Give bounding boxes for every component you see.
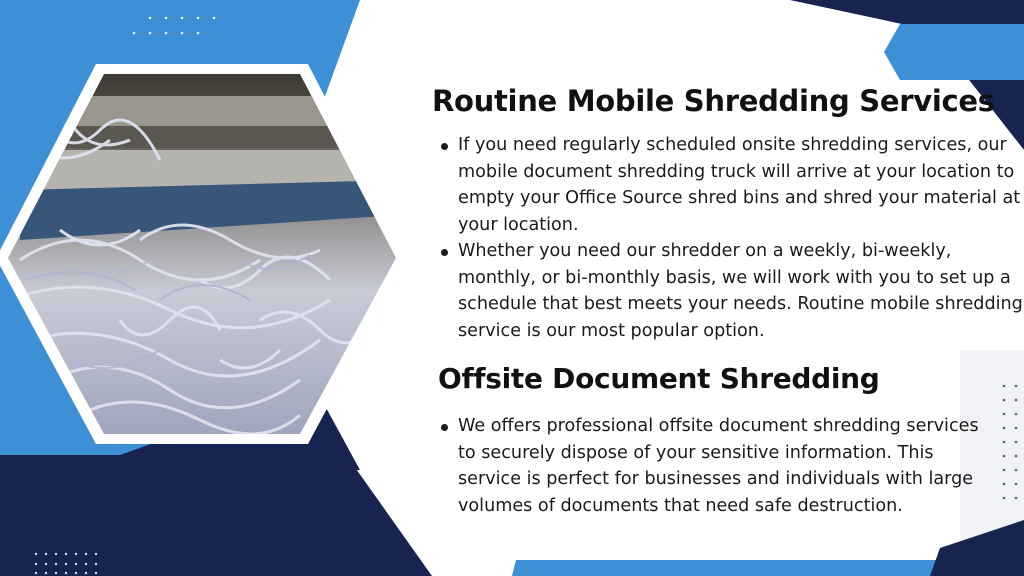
offsite-bullet-list bbox=[438, 413, 998, 519]
section-title-routine: Routine Mobile Shredding Services bbox=[432, 84, 995, 118]
section-title-offsite: Offsite Document Shredding bbox=[438, 362, 880, 395]
list-item: If you need regularly scheduled onsite shredding services, our mobile document shredding truck will arrive at your location to empty your Office Source shred bins and shred your material at your location. bbox=[438, 132, 1024, 238]
list-item: We offers professional offsite document shredding services to securely dispose of your sensitive information. This service is perfect for businesses and individuals with large volumes of documents that need safe destruction. bbox=[438, 413, 998, 519]
routine-bullet-list bbox=[438, 132, 1024, 344]
list-item: Whether you need our shredder on a weekly, bi-weekly, monthly, or bi-monthly basis, we will work with you to set up a schedule that best meets your needs. Routine mobile shredding service is our most popular option. bbox=[438, 238, 1024, 344]
